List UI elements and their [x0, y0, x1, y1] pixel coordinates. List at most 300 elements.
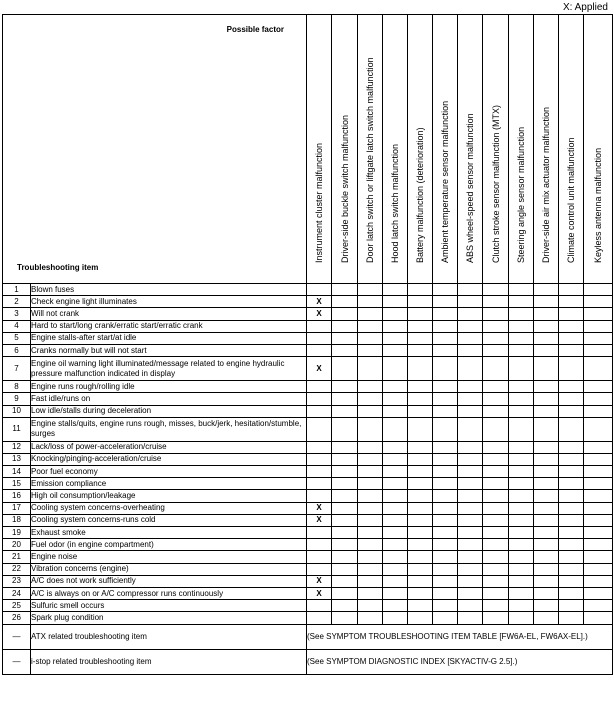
table-row	[3, 466, 613, 478]
factor-cell	[358, 563, 383, 575]
factor-cell	[559, 393, 584, 405]
legend-applied: X: Applied	[562, 2, 608, 13]
factor-header	[584, 15, 613, 284]
row-number: 8	[3, 381, 31, 393]
factor-cell	[332, 308, 358, 320]
row-number: —	[3, 649, 31, 674]
factor-cell	[559, 381, 584, 393]
table-body	[3, 284, 613, 675]
table-row	[3, 539, 613, 551]
factor-cell	[433, 405, 458, 417]
factor-cell	[458, 308, 483, 320]
table-row	[3, 453, 613, 465]
factor-cell	[483, 551, 509, 563]
factor-cell	[332, 502, 358, 514]
factor-cell	[509, 453, 534, 465]
factor-cell	[332, 478, 358, 490]
factor-cell	[559, 551, 584, 563]
row-item: Spark plug condition	[31, 612, 307, 624]
factor-cell	[408, 563, 433, 575]
factor-cell	[358, 357, 383, 381]
table-row	[3, 575, 613, 587]
factor-cell	[534, 600, 559, 612]
factor-cell	[534, 344, 559, 356]
factor-cell	[483, 514, 509, 526]
factor-cell	[433, 527, 458, 539]
factor-cell	[458, 332, 483, 344]
factor-cell	[332, 575, 358, 587]
table-row	[3, 296, 613, 308]
factor-cell	[433, 551, 458, 563]
possible-factor-label: Possible factor	[226, 25, 284, 34]
factor-cell: X	[307, 514, 332, 526]
table-row	[3, 527, 613, 539]
factor-cell	[408, 320, 433, 332]
factor-header-label: Clutch stroke sensor malfunction (MTX)	[490, 104, 501, 263]
factor-cell	[408, 284, 433, 296]
factor-header-label: Steering angle sensor malfunction	[516, 126, 526, 263]
factor-cell	[458, 587, 483, 599]
factor-cell	[483, 332, 509, 344]
factor-cell	[332, 381, 358, 393]
factor-cell	[534, 587, 559, 599]
factor-header	[332, 15, 358, 284]
factor-cell	[332, 612, 358, 624]
table-row	[3, 514, 613, 526]
factor-cell	[483, 502, 509, 514]
factor-cell	[307, 381, 332, 393]
factor-cell	[358, 393, 383, 405]
factor-cell	[534, 357, 559, 381]
factor-cell	[307, 612, 332, 624]
factor-cell	[559, 502, 584, 514]
factor-cell	[358, 575, 383, 587]
factor-cell	[433, 502, 458, 514]
factor-cell	[332, 453, 358, 465]
factor-cell	[509, 320, 534, 332]
factor-cell	[483, 453, 509, 465]
table-row	[3, 332, 613, 344]
factor-cell	[509, 600, 534, 612]
factor-cell	[584, 344, 613, 356]
factor-cell	[584, 320, 613, 332]
factor-cell	[559, 332, 584, 344]
row-number: 11	[3, 417, 31, 441]
factor-cell	[483, 466, 509, 478]
factor-cell	[433, 417, 458, 441]
factor-cell	[358, 551, 383, 563]
factor-cell	[458, 551, 483, 563]
factor-cell	[433, 381, 458, 393]
row-number: 16	[3, 490, 31, 502]
table-row	[3, 381, 613, 393]
row-number: 7	[3, 357, 31, 381]
factor-cell	[584, 600, 613, 612]
row-item: Low idle/stalls during deceleration	[31, 405, 307, 417]
factor-cell	[458, 502, 483, 514]
factor-cell	[534, 320, 559, 332]
factor-cell	[332, 405, 358, 417]
factor-header-label: Ambient temperature sensor malfunction	[440, 100, 450, 263]
factor-cell	[458, 575, 483, 587]
factor-cell	[584, 417, 613, 441]
factor-cell	[332, 490, 358, 502]
factor-cell	[332, 344, 358, 356]
factor-cell	[433, 296, 458, 308]
factor-cell	[408, 514, 433, 526]
reference-note: (See SYMPTOM TROUBLESHOOTING ITEM TABLE [FW6A-EL, FW6AX-EL].)	[307, 624, 613, 649]
factor-cell	[383, 539, 408, 551]
factor-header-label: Instrument cluster malfunction	[314, 142, 324, 263]
factor-cell	[559, 478, 584, 490]
row-number: 23	[3, 575, 31, 587]
factor-cell	[458, 600, 483, 612]
factor-cell	[584, 612, 613, 624]
row-item: Cooling system concerns-overheating	[31, 502, 307, 514]
factor-cell	[383, 466, 408, 478]
factor-cell	[584, 478, 613, 490]
factor-cell	[408, 466, 433, 478]
factor-cell	[383, 441, 408, 453]
factor-header	[358, 15, 383, 284]
row-item: Exhaust smoke	[31, 527, 307, 539]
factor-cell	[408, 405, 433, 417]
header-row	[3, 15, 613, 284]
factor-cell	[433, 344, 458, 356]
factor-cell	[559, 417, 584, 441]
factor-cell	[383, 320, 408, 332]
factor-cell	[358, 441, 383, 453]
row-item: Poor fuel economy	[31, 466, 307, 478]
row-number: 26	[3, 612, 31, 624]
header-corner-cell	[3, 15, 307, 284]
factor-cell	[509, 612, 534, 624]
factor-cell	[559, 612, 584, 624]
factor-cell	[433, 332, 458, 344]
factor-cell	[559, 587, 584, 599]
factor-cell	[509, 381, 534, 393]
factor-cell	[483, 478, 509, 490]
factor-cell	[559, 575, 584, 587]
row-item: Engine stalls-after start/at idle	[31, 332, 307, 344]
factor-cell	[509, 357, 534, 381]
factor-cell	[307, 417, 332, 441]
factor-cell	[433, 320, 458, 332]
factor-cell	[408, 381, 433, 393]
row-item: Fast idle/runs on	[31, 393, 307, 405]
factor-cell	[509, 527, 534, 539]
row-item: i-stop related troubleshooting item	[31, 649, 307, 674]
factor-cell	[584, 539, 613, 551]
row-item: Sulfuric smell occurs	[31, 600, 307, 612]
table-row	[3, 393, 613, 405]
table-row	[3, 490, 613, 502]
factor-cell	[383, 490, 408, 502]
factor-cell	[483, 417, 509, 441]
factor-cell	[332, 587, 358, 599]
factor-cell	[534, 575, 559, 587]
factor-header-label: Driver-side buckle switch malfunction	[339, 114, 350, 263]
factor-cell	[358, 466, 383, 478]
factor-cell	[358, 381, 383, 393]
factor-cell	[332, 466, 358, 478]
row-item: A/C is always on or A/C compressor runs continuously	[31, 587, 307, 599]
special-row	[3, 649, 613, 674]
row-number: 19	[3, 527, 31, 539]
factor-cell: X	[307, 587, 332, 599]
factor-cell	[483, 357, 509, 381]
factor-cell	[358, 502, 383, 514]
factor-cell	[408, 357, 433, 381]
factor-cell	[358, 308, 383, 320]
factor-cell	[408, 308, 433, 320]
row-number: 14	[3, 466, 31, 478]
factor-cell	[383, 587, 408, 599]
factor-cell	[408, 539, 433, 551]
factor-cell	[584, 466, 613, 478]
factor-cell	[383, 514, 408, 526]
factor-cell	[358, 612, 383, 624]
factor-cell	[534, 527, 559, 539]
factor-cell: X	[307, 502, 332, 514]
row-item: High oil consumption/leakage	[31, 490, 307, 502]
factor-cell	[433, 612, 458, 624]
factor-cell	[534, 441, 559, 453]
factor-cell	[307, 441, 332, 453]
factor-cell	[433, 490, 458, 502]
factor-cell	[534, 563, 559, 575]
factor-cell	[408, 490, 433, 502]
factor-header	[534, 15, 559, 284]
row-item: Fuel odor (in engine compartment)	[31, 539, 307, 551]
factor-cell	[307, 478, 332, 490]
factor-cell	[584, 308, 613, 320]
factor-cell	[559, 600, 584, 612]
row-item: Lack/loss of power-acceleration/cruise	[31, 441, 307, 453]
factor-cell	[458, 344, 483, 356]
factor-cell	[408, 441, 433, 453]
table-row	[3, 441, 613, 453]
factor-cell	[383, 296, 408, 308]
factor-cell	[383, 308, 408, 320]
factor-cell	[534, 417, 559, 441]
table-row	[3, 563, 613, 575]
factor-cell	[483, 393, 509, 405]
factor-header-label: Climate control unit malfunction	[566, 137, 576, 263]
factor-cell: X	[307, 575, 332, 587]
factor-cell	[584, 575, 613, 587]
factor-cell	[534, 539, 559, 551]
factor-header	[509, 15, 534, 284]
factor-cell	[332, 563, 358, 575]
factor-cell	[458, 539, 483, 551]
factor-cell	[458, 296, 483, 308]
factor-header	[559, 15, 584, 284]
factor-cell	[458, 563, 483, 575]
factor-cell	[332, 527, 358, 539]
factor-cell	[584, 527, 613, 539]
factor-cell	[358, 332, 383, 344]
row-number: 12	[3, 441, 31, 453]
factor-cell	[559, 453, 584, 465]
factor-cell	[584, 296, 613, 308]
factor-cell	[332, 600, 358, 612]
table-row	[3, 551, 613, 563]
row-number: 22	[3, 563, 31, 575]
factor-cell	[358, 344, 383, 356]
factor-cell	[509, 575, 534, 587]
row-number: 18	[3, 514, 31, 526]
factor-cell	[383, 332, 408, 344]
factor-cell	[307, 320, 332, 332]
factor-cell	[307, 539, 332, 551]
factor-header	[483, 15, 509, 284]
row-item: Emission compliance	[31, 478, 307, 490]
factor-cell	[332, 284, 358, 296]
factor-cell	[307, 405, 332, 417]
factor-cell	[509, 587, 534, 599]
factor-cell	[458, 478, 483, 490]
factor-cell	[433, 587, 458, 599]
factor-cell	[483, 539, 509, 551]
factor-cell	[509, 344, 534, 356]
table-row	[3, 600, 613, 612]
factor-cell	[433, 308, 458, 320]
factor-cell	[408, 587, 433, 599]
row-item: A/C does not work sufficiently	[31, 575, 307, 587]
factor-cell	[408, 575, 433, 587]
factor-cell	[534, 551, 559, 563]
factor-header-label: ABS wheel-speed sensor malfunction	[465, 113, 475, 263]
factor-cell	[358, 478, 383, 490]
factor-cell	[483, 381, 509, 393]
factor-cell	[509, 284, 534, 296]
factor-cell	[408, 612, 433, 624]
factor-cell	[358, 284, 383, 296]
factor-header	[307, 15, 332, 284]
factor-cell	[509, 417, 534, 441]
factor-cell	[383, 600, 408, 612]
table-row	[3, 612, 613, 624]
factor-cell	[408, 453, 433, 465]
factor-cell	[332, 417, 358, 441]
factor-cell	[433, 393, 458, 405]
row-item: Engine runs rough/rolling idle	[31, 381, 307, 393]
factor-cell	[458, 381, 483, 393]
factor-cell	[534, 490, 559, 502]
table-row	[3, 320, 613, 332]
factor-cell	[307, 344, 332, 356]
table-row	[3, 417, 613, 441]
factor-cell	[559, 284, 584, 296]
factor-cell	[307, 466, 332, 478]
factor-header-label: Hood latch switch malfunction	[390, 143, 400, 263]
factor-cell	[534, 284, 559, 296]
factor-cell	[584, 563, 613, 575]
factor-cell	[559, 527, 584, 539]
factor-cell	[458, 466, 483, 478]
factor-cell	[408, 332, 433, 344]
factor-cell	[358, 405, 383, 417]
factor-cell	[383, 344, 408, 356]
factor-cell	[483, 344, 509, 356]
factor-cell	[534, 478, 559, 490]
factor-cell	[584, 587, 613, 599]
factor-cell	[307, 453, 332, 465]
factor-cell	[383, 405, 408, 417]
factor-cell	[559, 296, 584, 308]
factor-cell	[408, 344, 433, 356]
factor-cell	[559, 308, 584, 320]
factor-cell	[584, 357, 613, 381]
factor-cell	[358, 296, 383, 308]
factor-cell	[559, 539, 584, 551]
factor-cell	[509, 466, 534, 478]
row-item: ATX related troubleshooting item	[31, 624, 307, 649]
factor-cell	[307, 284, 332, 296]
table-row	[3, 587, 613, 599]
factor-cell	[458, 393, 483, 405]
row-item: Cooling system concerns-runs cold	[31, 514, 307, 526]
row-item: Blown fuses	[31, 284, 307, 296]
factor-cell	[534, 332, 559, 344]
factor-cell	[383, 417, 408, 441]
factor-header-label: Keyless antenna malfunction	[593, 147, 603, 263]
factor-cell	[534, 466, 559, 478]
factor-cell	[458, 612, 483, 624]
row-number: 21	[3, 551, 31, 563]
factor-cell	[483, 527, 509, 539]
special-row	[3, 624, 613, 649]
factor-cell	[483, 296, 509, 308]
factor-cell	[332, 551, 358, 563]
factor-cell	[559, 563, 584, 575]
factor-cell	[307, 527, 332, 539]
factor-cell	[559, 441, 584, 453]
troubleshooting-table	[2, 14, 613, 675]
row-number: 10	[3, 405, 31, 417]
factor-cell	[509, 308, 534, 320]
factor-cell	[458, 405, 483, 417]
factor-cell	[584, 381, 613, 393]
factor-cell	[408, 417, 433, 441]
factor-cell	[433, 453, 458, 465]
factor-cell	[559, 320, 584, 332]
factor-cell	[332, 296, 358, 308]
factor-cell	[358, 417, 383, 441]
factor-cell	[358, 514, 383, 526]
table-row	[3, 405, 613, 417]
row-item: Engine stalls/quits, engine runs rough, misses, buck/jerk, hesitation/stumble, surges	[31, 417, 307, 441]
factor-header-label: Battery malfunction (deterioration)	[415, 127, 425, 263]
factor-cell	[584, 490, 613, 502]
factor-header	[408, 15, 433, 284]
factor-cell	[383, 381, 408, 393]
factor-cell	[483, 612, 509, 624]
factor-cell	[383, 453, 408, 465]
factor-cell	[534, 381, 559, 393]
factor-cell	[458, 320, 483, 332]
table-row	[3, 357, 613, 381]
factor-cell	[483, 284, 509, 296]
row-number: 4	[3, 320, 31, 332]
factor-cell	[332, 441, 358, 453]
factor-cell	[483, 490, 509, 502]
factor-cell	[584, 284, 613, 296]
factor-cell	[307, 600, 332, 612]
factor-cell: X	[307, 357, 332, 381]
factor-cell	[408, 478, 433, 490]
